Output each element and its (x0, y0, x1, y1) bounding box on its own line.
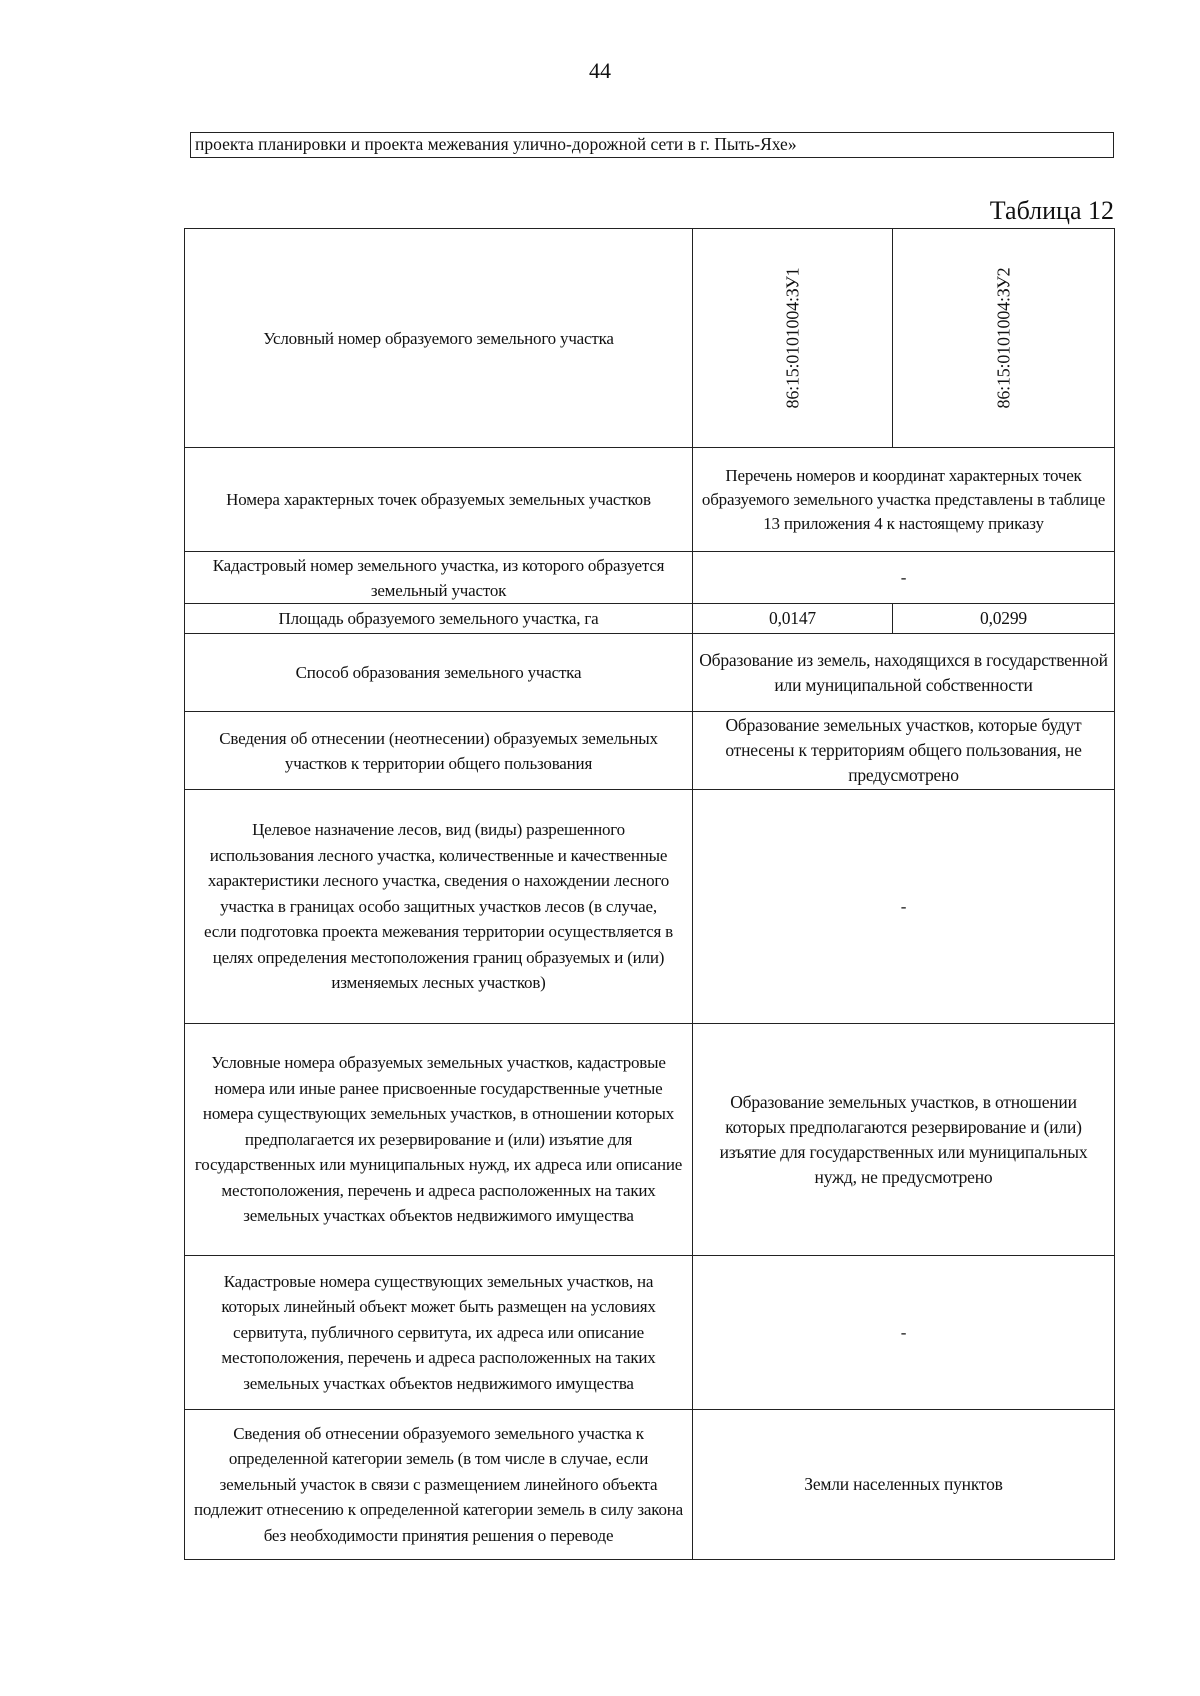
table-row (185, 790, 1115, 1024)
table-caption: Таблица 12 (989, 196, 1114, 225)
plot2-number: 86:15:0101004:ЗУ2 (993, 267, 1013, 409)
row-label: Кадастровые номера существующих земельных участков, на которых линейный объект может быть размещен на условиях сервитута, публичного сервитута, их адреса или описание местоположения, перечень и адреса расположенных на таких земельных участках объектов недвижимого имущества (185, 1256, 693, 1410)
table-row (185, 448, 1115, 552)
row-value: Перечень номеров и координат характерных точек образуемого земельного участка представлены в таблице 13 приложения 4 к настоящему приказу (693, 448, 1115, 552)
row-value: Образование земельных участков, которые будут отнесены к территориям общего пользования, не предусмотрено (693, 712, 1115, 790)
table-row (185, 1256, 1115, 1410)
row-label: Номера характерных точек образуемых земельных участков (185, 448, 693, 552)
row-value: - (693, 790, 1115, 1024)
table-row (185, 604, 1115, 634)
row-value: Земли населенных пунктов (693, 1410, 1115, 1560)
row-value: - (693, 1256, 1115, 1410)
table-row (185, 634, 1115, 712)
document-header-fragment: проекта планировки и проекта межевания улично-дорожной сети в г. Пыть-Яхе» (190, 132, 1114, 158)
row-label: Кадастровый номер земельного участка, из которого образуется земельный участок (185, 552, 693, 604)
table-row (185, 1024, 1115, 1256)
table-header-row (185, 229, 1115, 448)
scan-noise (470, 6, 710, 26)
row-value-plot2: 0,0299 (893, 604, 1115, 634)
table-row (185, 552, 1115, 604)
row-label: Сведения об отнесении (неотнесении) образуемых земельных участков к территории общего пользования (185, 712, 693, 790)
row-label: Способ образования земельного участка (185, 634, 693, 712)
row-value: Образование земельных участков, в отношении которых предполагаются резервирование и (или) изъятие для государственных или муниципальных нужд, не предусмотрено (693, 1024, 1115, 1256)
table-row (185, 712, 1115, 790)
row-value: Образование из земель, находящихся в государственной или муниципальной собственности (693, 634, 1115, 712)
row-label: Площадь образуемого земельного участка, га (185, 604, 693, 634)
row-label: Сведения об отнесении образуемого земельного участка к определенной категории земель (в том числе в случае, если земельный участок в связи с размещением линейного объекта подлежит отнесению к определенной категории земель в силу закона без необходимости принятия решения о переводе (185, 1410, 693, 1560)
page-number: 44 (589, 58, 611, 83)
header-plot1-cell (693, 229, 893, 448)
row-label: Условные номера образуемых земельных участков, кадастровые номера или иные ранее присвоенные государственные учетные номера существующих земельных участков, в отношении которых предполагается их резервирование и (или) изъятие для государственных или муниципальных нужд, их адреса или описание местоположения, перечень и адреса расположенных на таких земельных участках объектов недвижимого имущества (185, 1024, 693, 1256)
row-value-plot1: 0,0147 (693, 604, 893, 634)
land-plot-table (184, 228, 1115, 1560)
row-value: - (693, 552, 1115, 604)
header-label-cell: Условный номер образуемого земельного участка (185, 229, 693, 448)
plot1-number: 86:15:0101004:ЗУ1 (782, 267, 802, 409)
row-label: Целевое назначение лесов, вид (виды) разрешенного использования лесного участка, количественные и качественные характеристики лесного участка, сведения о нахождении лесного участка в границах особо защитных участков лесов (в случае, если подготовка проекта межевания территории осуществляется в целях определения местоположения границ образуемых и (или) изменяемых лесных участков) (185, 790, 693, 1024)
table-row (185, 1410, 1115, 1560)
header-plot2-cell (893, 229, 1115, 448)
